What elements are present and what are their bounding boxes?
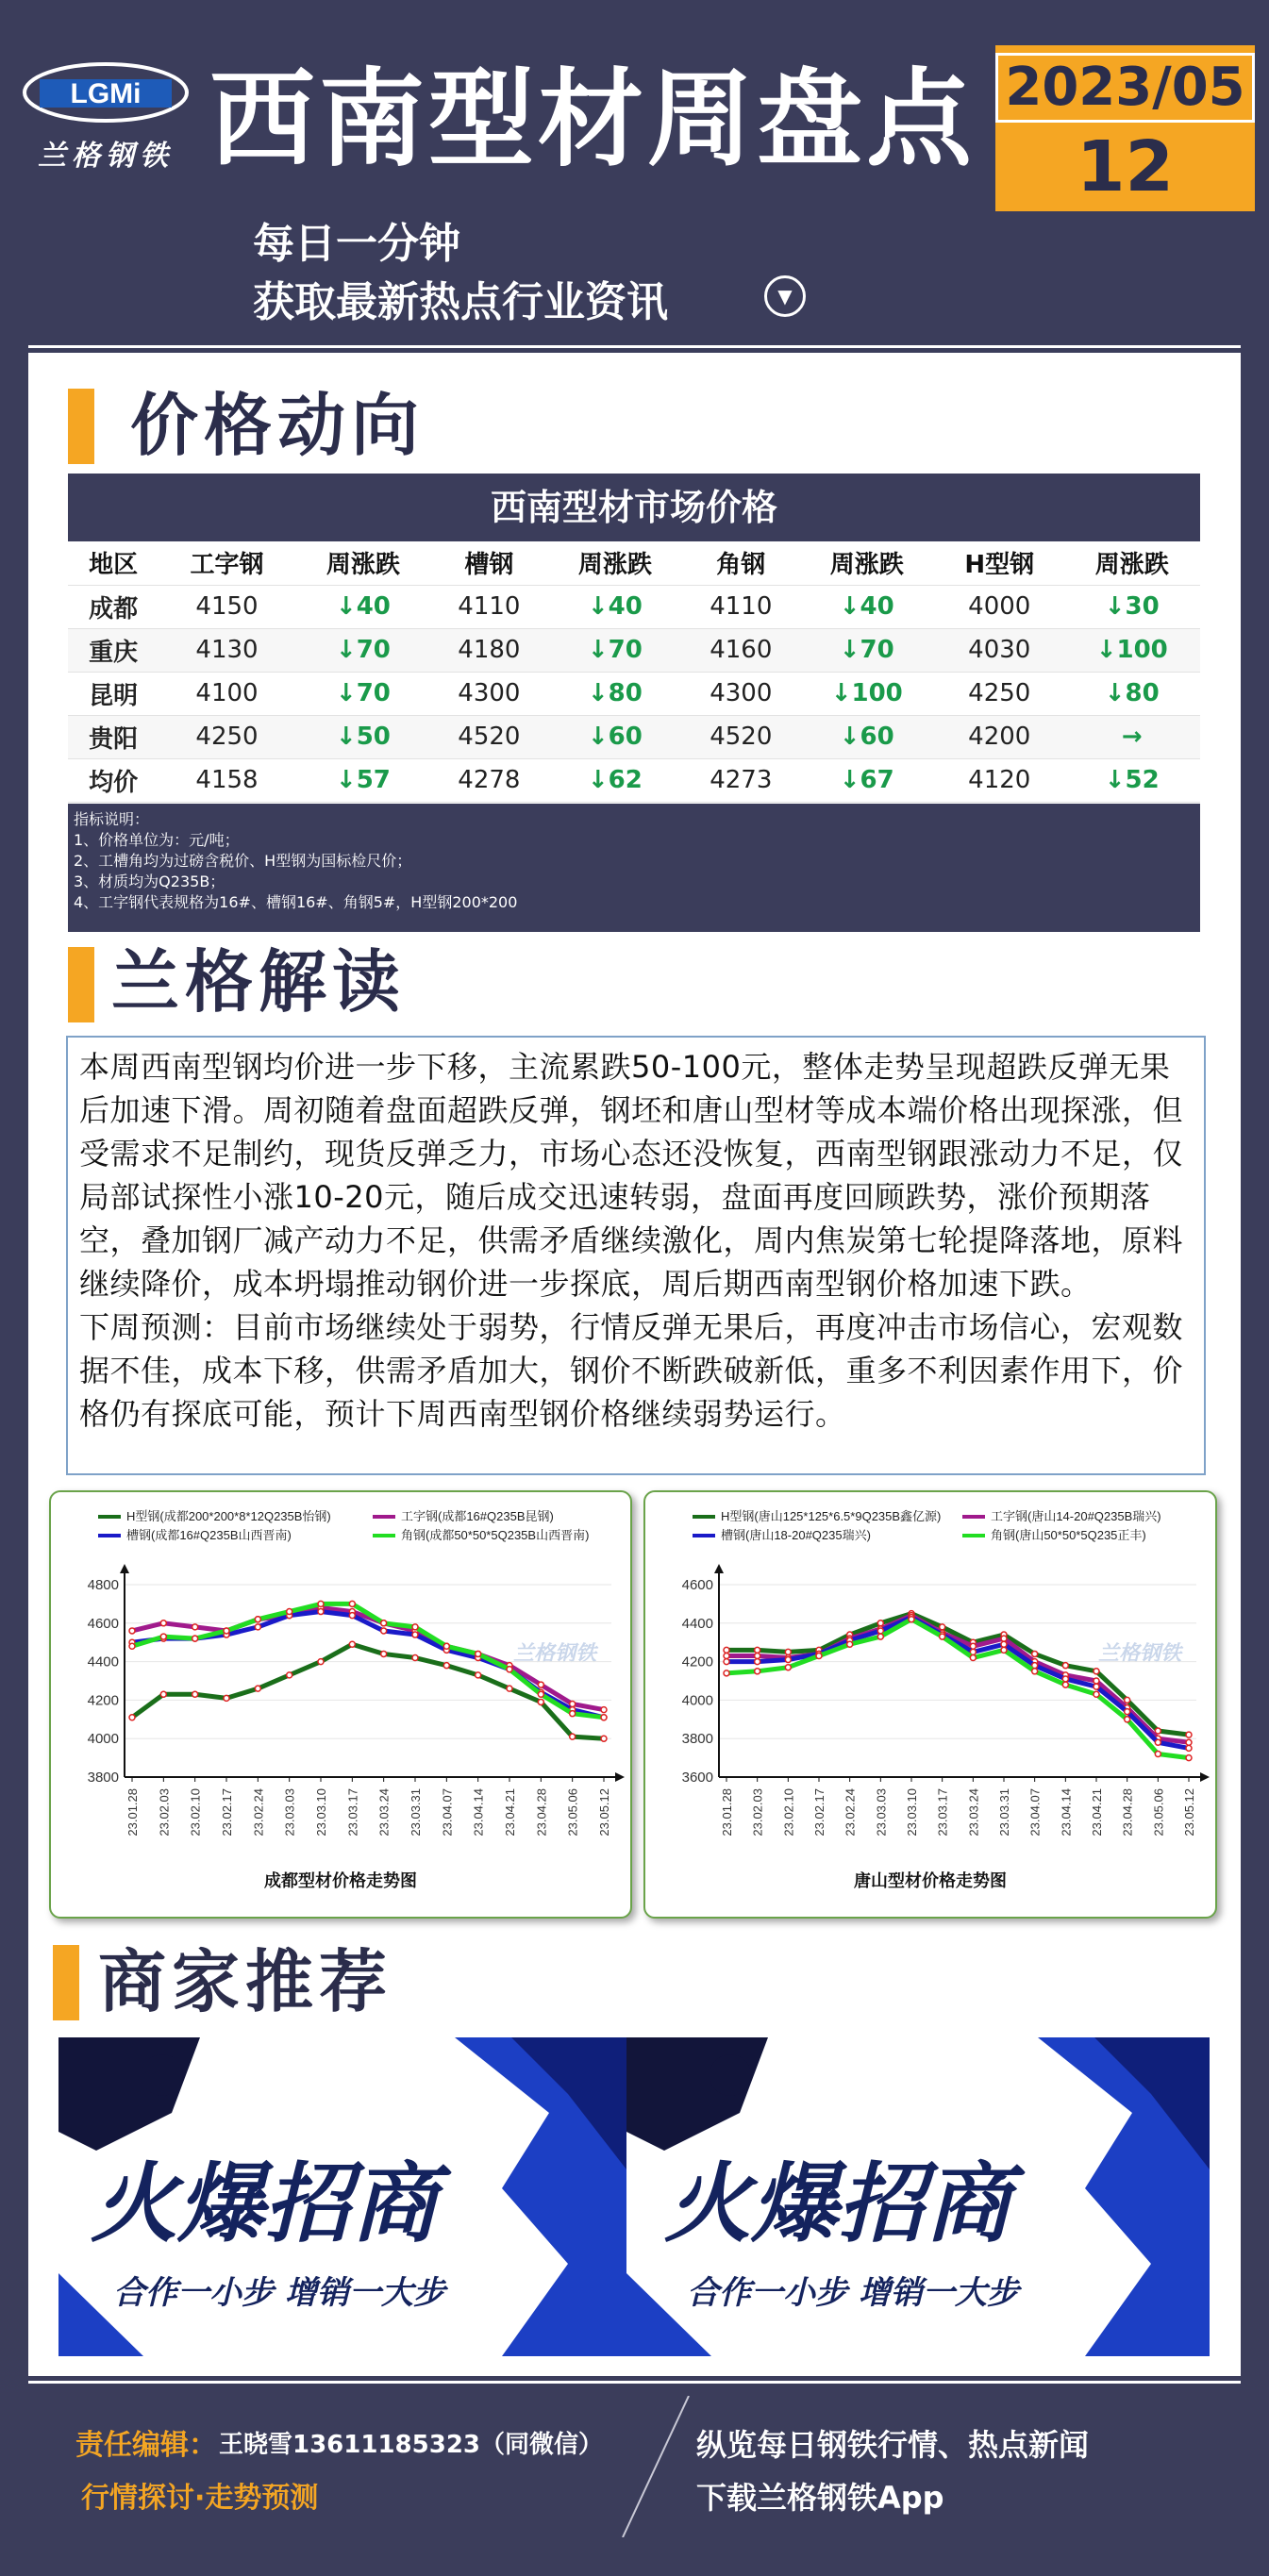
data-point — [785, 1657, 791, 1663]
x-tick-label: 23.04.21 — [1090, 1788, 1104, 1836]
data-point — [1062, 1682, 1068, 1687]
table-cell: ↓60 — [799, 715, 935, 758]
data-point — [601, 1736, 607, 1741]
data-point — [724, 1653, 729, 1658]
note-line: 1、价格单位为：元/吨； — [74, 831, 240, 849]
data-point — [507, 1667, 512, 1672]
data-point — [1062, 1676, 1068, 1682]
x-tick-label: 23.03.31 — [997, 1788, 1011, 1836]
table-cell: ↓60 — [547, 715, 683, 758]
table-cell: ↓70 — [295, 672, 431, 715]
column-header: 周涨跌 — [1064, 541, 1200, 585]
table-cell: 4250 — [935, 672, 1064, 715]
table-cell: 4000 — [935, 585, 1064, 628]
series-line — [726, 1614, 1189, 1736]
table-cell: ↓70 — [295, 628, 431, 672]
table-cell: ↓40 — [799, 585, 935, 628]
section-heading-price: 价格动向 — [130, 386, 426, 465]
footer-promo-line-1: 纵览每日钢铁行情、热点新闻 — [696, 2427, 1090, 2463]
x-tick-label: 23.02.03 — [157, 1788, 172, 1836]
table-cell: 4160 — [683, 628, 799, 672]
column-header: 周涨跌 — [547, 541, 683, 585]
chart-card-tangshan — [643, 1490, 1217, 1919]
data-point — [538, 1691, 543, 1697]
logo-text: LGMi — [70, 78, 142, 109]
brand-logo — [21, 58, 191, 181]
data-point — [570, 1711, 576, 1717]
divider — [28, 345, 1241, 348]
table-cell: 重庆 — [68, 628, 159, 672]
column-header: 槽钢 — [431, 541, 547, 585]
column-header: 工字钢 — [159, 541, 294, 585]
x-tick-label: 23.03.31 — [409, 1788, 423, 1836]
data-point — [755, 1647, 760, 1653]
y-tick-label: 3800 — [681, 1731, 713, 1748]
table-cell: 4158 — [159, 758, 294, 802]
price-table — [68, 474, 1200, 932]
forecast-paragraph: 下周预测：目前市场继续处于弱势，行情反弹无果后，再度冲击市场信心，宏观数据不佳，成本下移，供需矛盾加大，钢价不断跌破新低，重多不利因素作用下，价格仍有探底可能，预计下周西南型钢价格继续弱势运行。 — [79, 1309, 1184, 1432]
table-row — [68, 628, 1200, 672]
x-tick-label: 23.04.14 — [471, 1788, 486, 1836]
x-tick-label: 23.02.10 — [188, 1788, 203, 1836]
data-point — [381, 1651, 387, 1656]
table-cell: ↓70 — [799, 628, 935, 672]
data-point — [287, 1609, 292, 1615]
x-tick-label: 23.02.24 — [843, 1788, 858, 1836]
data-point — [1094, 1669, 1099, 1674]
table-cell: 4110 — [431, 585, 547, 628]
table-cell: → — [1064, 715, 1200, 758]
section-marker — [68, 947, 94, 1022]
data-point — [785, 1649, 791, 1654]
data-point — [381, 1628, 387, 1634]
data-point — [909, 1617, 914, 1622]
data-point — [847, 1641, 853, 1647]
x-tick-label: 23.02.17 — [812, 1788, 827, 1836]
x-tick-label: 23.02.17 — [220, 1788, 234, 1836]
legend-entry: 角钢(唐山50*50*5Q235正丰) — [991, 1528, 1146, 1542]
data-point — [755, 1659, 760, 1665]
table-cell: 贵阳 — [68, 715, 159, 758]
data-point — [160, 1620, 166, 1626]
banner-slogan: 合作一小步 增销一大步 — [113, 2274, 445, 2312]
x-tick-label: 23.02.10 — [781, 1788, 796, 1836]
x-tick-label: 23.05.12 — [597, 1788, 611, 1836]
table-cell: ↓80 — [1064, 672, 1200, 715]
table-cell: ↓100 — [1064, 628, 1200, 672]
date-day: 12 — [1077, 126, 1174, 208]
legend-entry: 槽钢(唐山18-20#Q235瑞兴) — [721, 1528, 871, 1542]
data-point — [443, 1663, 449, 1669]
table-cell: 4110 — [683, 585, 799, 628]
data-point — [318, 1659, 324, 1665]
data-point — [192, 1636, 198, 1641]
table-cell: ↓40 — [547, 585, 683, 628]
x-tick-label: 23.01.28 — [720, 1788, 734, 1836]
table-cell: 4120 — [935, 758, 1064, 802]
x-tick-label: 23.02.03 — [750, 1788, 765, 1836]
y-tick-label: 4600 — [681, 1577, 713, 1593]
note-line: 3、材质均为Q235B； — [74, 873, 225, 890]
table-cell: ↓30 — [1064, 585, 1200, 628]
data-point — [601, 1707, 607, 1713]
chart-card-chengdu — [49, 1490, 632, 1919]
chart-tangshan — [645, 1492, 1215, 1917]
section-marker — [53, 1945, 79, 2020]
y-axis-arrow — [120, 1564, 129, 1573]
data-point — [538, 1699, 543, 1704]
x-axis-arrow — [615, 1772, 625, 1782]
data-point — [724, 1659, 729, 1665]
y-tick-label: 4000 — [87, 1731, 119, 1748]
x-tick-label: 23.04.21 — [503, 1788, 517, 1836]
x-tick-label: 23.03.17 — [345, 1788, 360, 1836]
table-cell: ↓40 — [295, 585, 431, 628]
banner-slogan: 合作一小步 增销一大步 — [687, 2274, 1019, 2312]
data-point — [476, 1672, 481, 1678]
footer-tagline: 行情探讨·走势预测 — [81, 2482, 319, 2515]
date-year-month: 2023/05 — [995, 53, 1255, 123]
table-cell: ↓62 — [547, 758, 683, 802]
chart-watermark: 兰格钢铁 — [512, 1641, 597, 1666]
x-tick-label: 23.03.17 — [935, 1788, 950, 1836]
legend-entry: 工字钢(成都16#Q235B昆钢) — [401, 1509, 554, 1523]
subtitle-line-1: 每日一分钟 — [253, 220, 460, 268]
x-tick-label: 23.04.07 — [1027, 1788, 1043, 1836]
table-cell: ↓52 — [1064, 758, 1200, 802]
table-cell: ↓100 — [799, 672, 935, 715]
x-tick-label: 23.03.03 — [874, 1788, 889, 1836]
page-title: 西南型材周盘点 — [209, 58, 976, 181]
data-point — [724, 1647, 729, 1653]
data-point — [1125, 1717, 1130, 1722]
table-cell: 4520 — [683, 715, 799, 758]
x-axis-arrow — [1200, 1772, 1210, 1782]
column-header: 周涨跌 — [295, 541, 431, 585]
data-point — [224, 1628, 229, 1634]
data-point — [1062, 1663, 1068, 1669]
table-cell: 4278 — [431, 758, 547, 802]
table-cell: 4273 — [683, 758, 799, 802]
table-notes — [68, 804, 1200, 932]
data-point — [1155, 1739, 1160, 1745]
data-point — [381, 1620, 387, 1626]
data-point — [877, 1634, 883, 1639]
legend-entry: 角钢(成都50*50*5Q235B山西晋南) — [401, 1528, 590, 1542]
data-point — [1186, 1745, 1192, 1751]
table-cell: 4300 — [683, 672, 799, 715]
y-tick-label: 4400 — [681, 1615, 713, 1632]
table-cell: 4100 — [159, 672, 294, 715]
y-axis-arrow — [714, 1564, 724, 1573]
promo-banner-art — [58, 2037, 626, 2356]
legend-entry: H型钢(成都200*200*8*12Q235B怡钢) — [126, 1509, 331, 1523]
chevron-down-icon[interactable]: ▼ — [764, 275, 806, 317]
data-point — [192, 1691, 198, 1697]
x-tick-label: 23.05.12 — [1182, 1788, 1196, 1836]
chart-title: 成都型材价格走势图 — [264, 1871, 417, 1891]
x-tick-label: 23.03.10 — [905, 1788, 919, 1836]
data-point — [412, 1655, 418, 1661]
data-point — [1186, 1732, 1192, 1737]
data-point — [255, 1617, 260, 1622]
data-point — [507, 1686, 512, 1691]
promo-banner-art — [626, 2037, 1210, 2356]
banner-title: 火爆招商 — [91, 2153, 439, 2254]
data-point — [476, 1651, 481, 1656]
data-point — [570, 1701, 576, 1706]
table-cell: 4250 — [159, 715, 294, 758]
data-point — [1155, 1752, 1160, 1757]
notes-title: 指标说明： — [74, 810, 150, 828]
data-point — [1032, 1669, 1038, 1674]
data-point — [724, 1670, 729, 1676]
y-tick-label: 4200 — [681, 1654, 713, 1670]
price-table-grid — [68, 541, 1200, 803]
promo-banner[interactable] — [626, 2037, 1210, 2356]
chart-watermark: 兰格钢铁 — [1097, 1641, 1182, 1666]
data-point — [755, 1653, 760, 1658]
data-point — [1094, 1691, 1099, 1697]
y-tick-label: 4200 — [87, 1692, 119, 1709]
data-point — [192, 1624, 198, 1630]
column-header: H型钢 — [935, 541, 1064, 585]
x-tick-label: 23.03.24 — [966, 1788, 981, 1836]
data-point — [129, 1628, 135, 1634]
x-tick-label: 23.01.28 — [125, 1788, 140, 1836]
legend-entry: 工字钢(唐山14-20#Q235B瑞兴) — [991, 1509, 1161, 1523]
note-line: 2、工槽角均为过磅含税价、H型钢为国标检尺价； — [74, 852, 412, 870]
table-cell: ↓50 — [295, 715, 431, 758]
analysis-paragraph: 本周西南型钢均价进一步下移，主流累跌50-100元，整体走势呈现超跌反弹无果后加速下滑。周初随着盘面超跌反弹，钢坯和唐山型材等成本端价格出现探涨，但受需求不足制约，现货反弹乏力，市场心态还没恢复，西南型钢跟涨动力不足，仅局部试探性小涨10-20元，随后成交迅速转弱，盘面再度回顾跌势，涨价预期落空，叠加钢厂减产动力不足，供需矛盾继续激化，周内焦炭第七轮提降落地，原料继续降价，成本坍塌推动钢价进一步探底，周后期西南型钢价格加速下跌。 — [79, 1049, 1184, 1302]
table-cell: ↓70 — [547, 628, 683, 672]
editor-label: 责任编辑： — [75, 2429, 217, 2462]
x-tick-label: 23.05.06 — [565, 1788, 580, 1836]
footer-app-download[interactable]: 下载兰格钢铁App — [696, 2480, 944, 2516]
banner-title: 火爆招商 — [664, 2153, 1012, 2254]
y-tick-label: 4600 — [87, 1615, 119, 1632]
data-point — [940, 1634, 945, 1639]
y-tick-label: 3800 — [87, 1770, 119, 1786]
data-point — [318, 1609, 324, 1615]
data-point — [1186, 1755, 1192, 1761]
y-tick-label: 4400 — [87, 1654, 119, 1670]
table-cell: 4520 — [431, 715, 547, 758]
table-cell: 4030 — [935, 628, 1064, 672]
data-point — [129, 1643, 135, 1649]
table-row — [68, 585, 1200, 628]
subtitle-line-2: 获取最新热点行业资讯 — [253, 278, 668, 326]
x-tick-label: 23.05.06 — [1151, 1788, 1166, 1836]
data-point — [318, 1601, 324, 1606]
analysis-text-box — [66, 1036, 1206, 1475]
table-cell: ↓80 — [547, 672, 683, 715]
data-point — [755, 1669, 760, 1674]
x-tick-label: 23.04.28 — [534, 1788, 549, 1836]
data-point — [1125, 1709, 1130, 1715]
data-point — [877, 1620, 883, 1626]
table-row — [68, 758, 1200, 802]
editor-contact: 王晓雪13611185323（同微信） — [219, 2431, 603, 2459]
table-cell: 均价 — [68, 758, 159, 802]
promo-banner[interactable] — [58, 2037, 626, 2356]
data-point — [349, 1641, 355, 1647]
data-point — [1001, 1641, 1007, 1647]
data-point — [1155, 1728, 1160, 1734]
table-cell: 4150 — [159, 585, 294, 628]
table-cell: 4200 — [935, 715, 1064, 758]
y-tick-label: 4800 — [87, 1577, 119, 1593]
table-cell: 4300 — [431, 672, 547, 715]
data-point — [1186, 1739, 1192, 1745]
logo-name: 兰格钢铁 — [38, 140, 174, 173]
x-tick-label: 23.03.03 — [282, 1788, 297, 1836]
logo-mark — [21, 58, 191, 125]
data-point — [160, 1691, 166, 1697]
x-tick-label: 23.03.24 — [376, 1788, 392, 1836]
footer-divider-slash — [604, 2396, 698, 2537]
data-point — [1094, 1678, 1099, 1684]
data-point — [816, 1653, 822, 1658]
y-tick-label: 4000 — [681, 1692, 713, 1709]
divider — [28, 2381, 1241, 2384]
data-point — [1032, 1651, 1038, 1656]
data-point — [785, 1665, 791, 1670]
data-point — [224, 1695, 229, 1701]
table-cell: ↓67 — [799, 758, 935, 802]
x-tick-label: 23.04.28 — [1120, 1788, 1135, 1836]
data-point — [412, 1624, 418, 1630]
data-point — [1001, 1636, 1007, 1641]
table-cell: 昆明 — [68, 672, 159, 715]
table-cell: ↓57 — [295, 758, 431, 802]
section-heading-recommend: 商家推荐 — [98, 1942, 393, 2021]
data-point — [970, 1655, 976, 1661]
data-point — [443, 1643, 449, 1649]
table-row — [68, 715, 1200, 758]
column-header: 周涨跌 — [799, 541, 935, 585]
data-point — [129, 1715, 135, 1720]
data-point — [287, 1672, 292, 1678]
column-header: 角钢 — [683, 541, 799, 585]
x-tick-label: 23.03.10 — [314, 1788, 328, 1836]
section-marker — [68, 389, 94, 464]
legend-entry: H型钢(唐山125*125*6.5*9Q235B鑫亿源) — [721, 1509, 942, 1523]
data-point — [412, 1632, 418, 1637]
date-box — [995, 45, 1255, 211]
data-point — [160, 1634, 166, 1639]
price-table-title: 西南型材市场价格 — [68, 474, 1200, 541]
x-tick-label: 23.04.07 — [440, 1788, 455, 1836]
column-header: 地区 — [68, 541, 159, 585]
data-point — [570, 1734, 576, 1739]
data-point — [538, 1682, 543, 1687]
data-point — [1125, 1697, 1130, 1703]
table-cell: 4130 — [159, 628, 294, 672]
data-point — [255, 1624, 260, 1630]
legend-entry: 槽钢(成都16#Q235B山西晋南) — [126, 1528, 292, 1542]
data-point — [349, 1613, 355, 1619]
x-tick-label: 23.02.24 — [251, 1788, 266, 1836]
y-tick-label: 3600 — [681, 1770, 713, 1786]
note-line: 4、工字钢代表规格为16#、槽钢16#、角钢5#，H型钢200*200 — [74, 893, 518, 911]
table-cell: 成都 — [68, 585, 159, 628]
section-heading-read: 兰格解读 — [111, 942, 407, 1022]
data-point — [601, 1715, 607, 1720]
table-header-row — [68, 541, 1200, 585]
data-point — [1094, 1684, 1099, 1689]
chart-chengdu — [51, 1492, 630, 1917]
chart-title: 唐山型材价格走势图 — [854, 1871, 1007, 1891]
data-point — [349, 1601, 355, 1606]
x-tick-label: 23.04.14 — [1059, 1788, 1074, 1836]
table-cell: 4180 — [431, 628, 547, 672]
data-point — [1001, 1647, 1007, 1653]
data-point — [255, 1686, 260, 1691]
table-row — [68, 672, 1200, 715]
